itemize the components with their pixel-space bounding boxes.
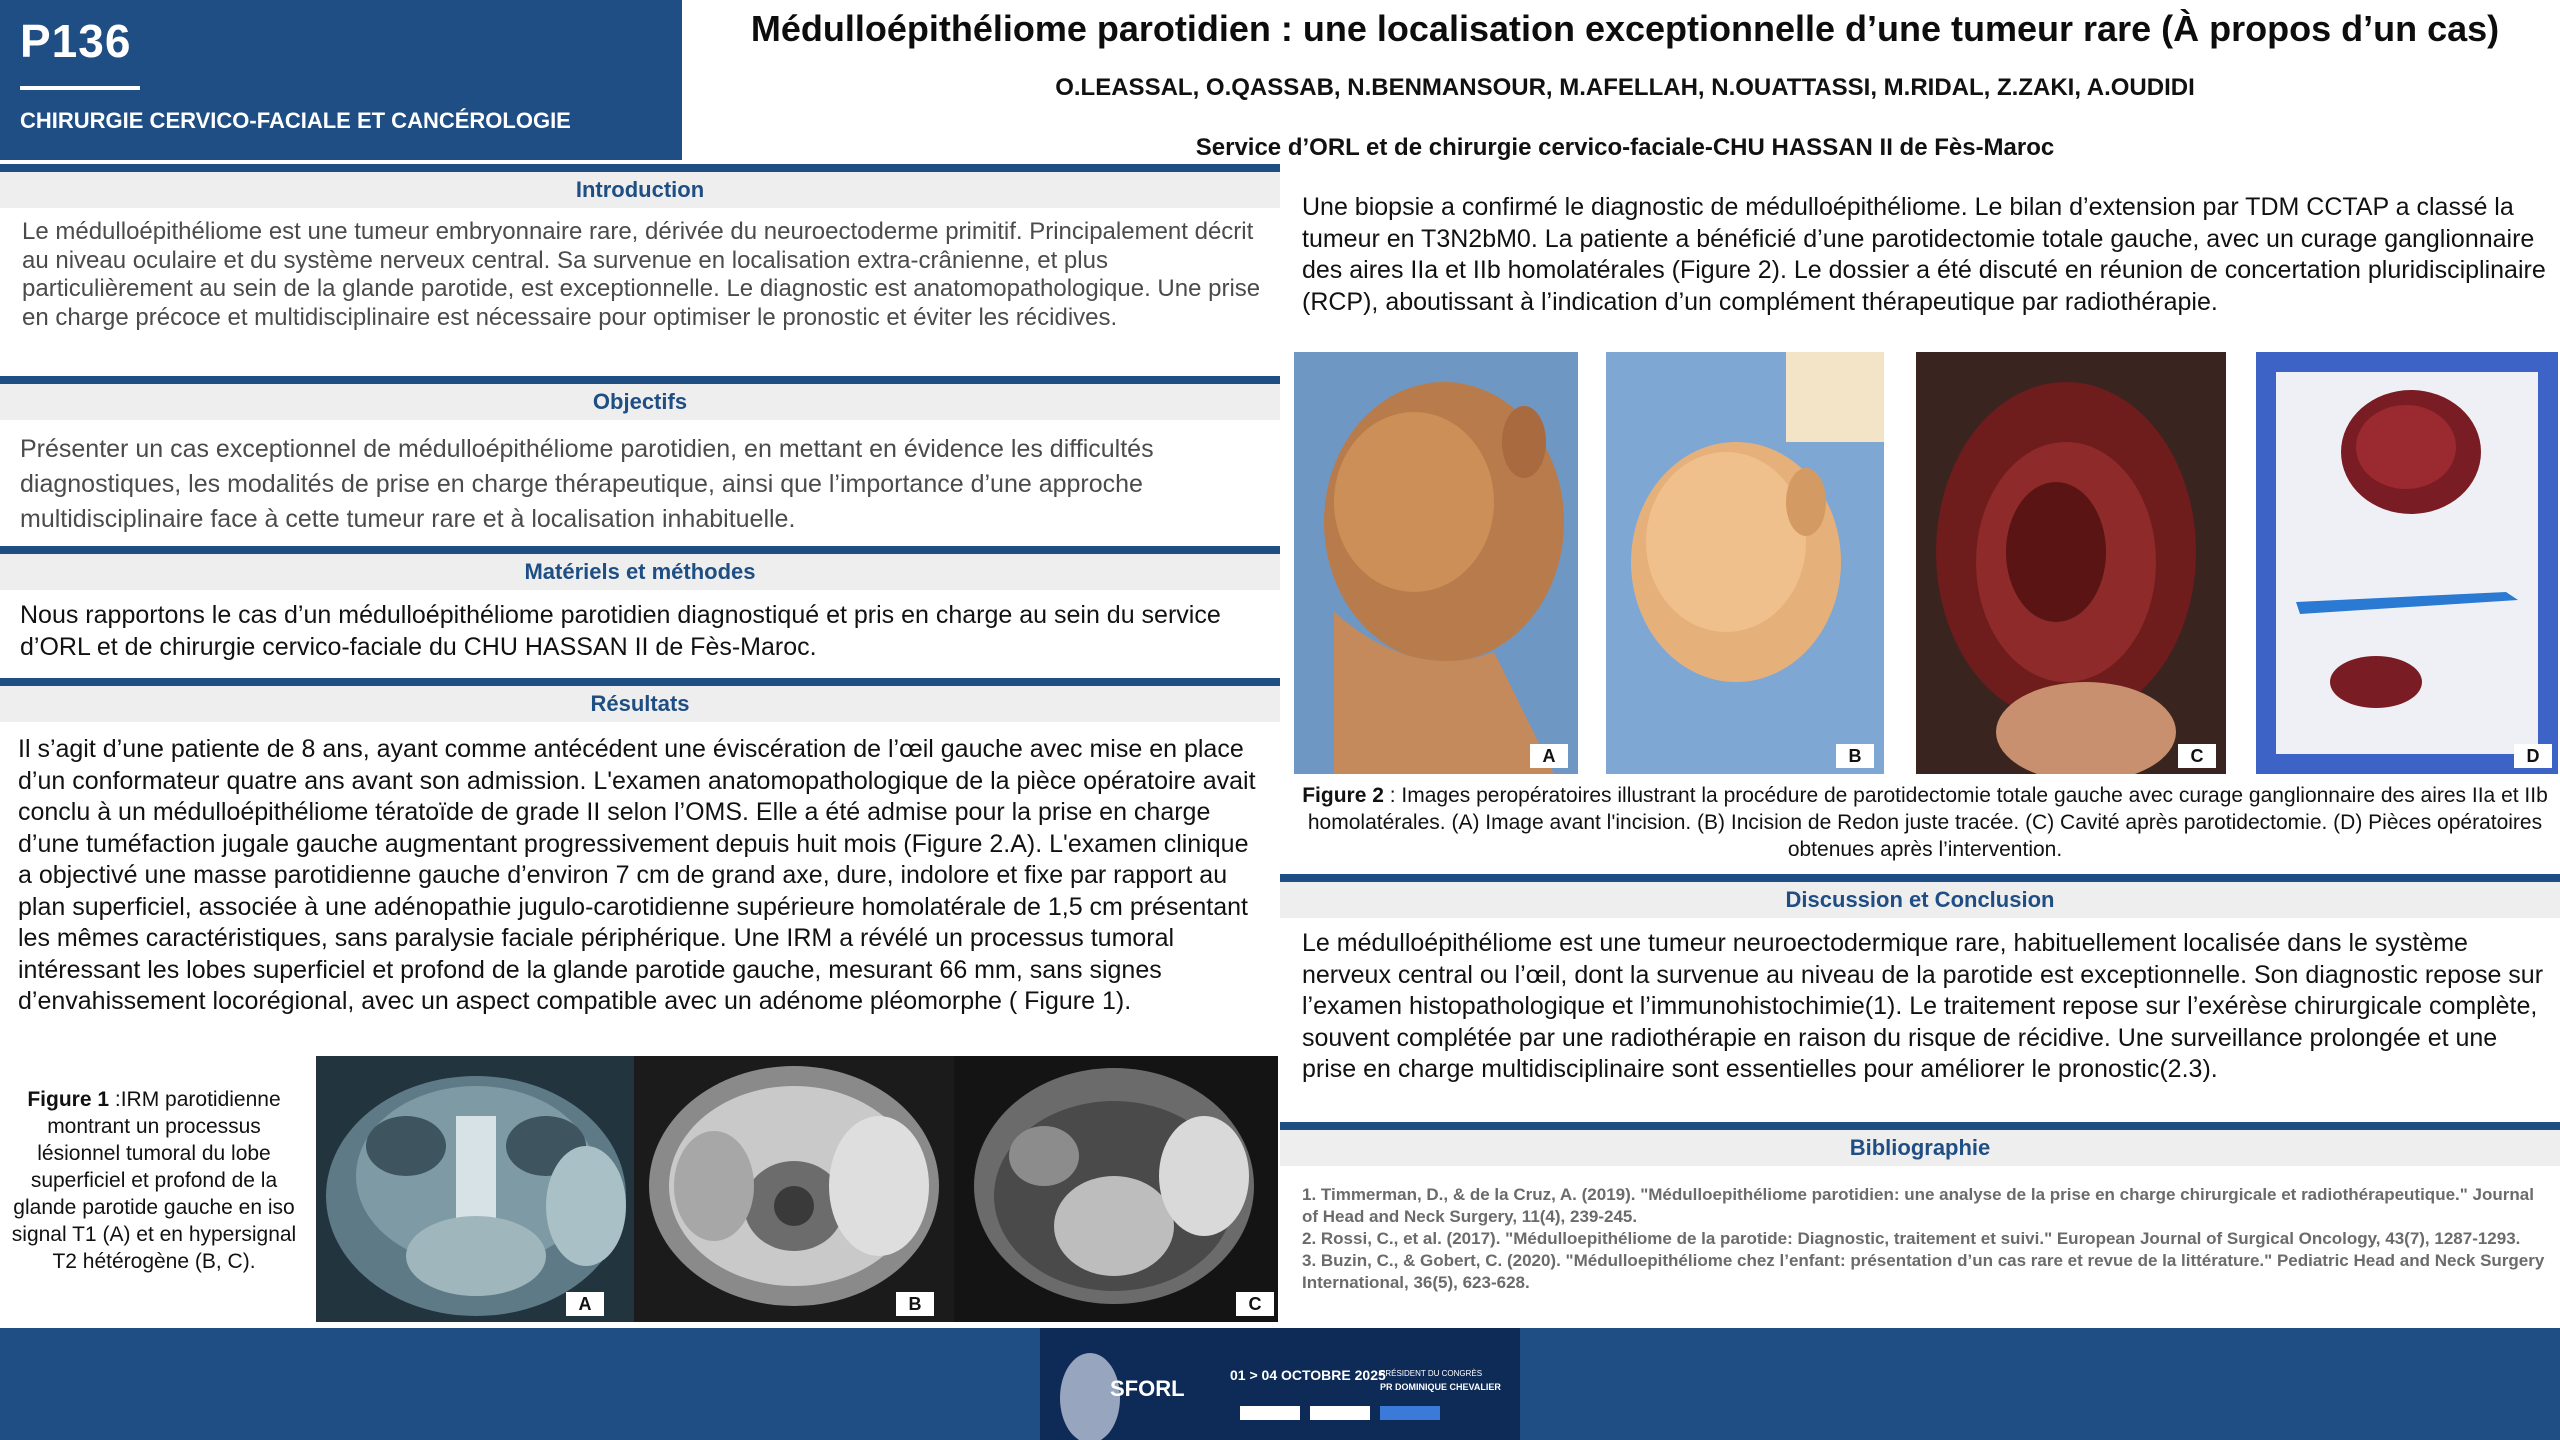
figure2-caption-text: : Images peropératoires illustrant la procédure de parotidectomie totale gauche avec curage ganglionnaire des aires IIa et IIb homolatérales. (A) Image avant l'incision. (B) Incision de Redon juste tracée. (C) Cavité après parotidectomie. (D) Pièces opératoires obtenues après l’intervention.: [1307, 784, 2548, 861]
header-box: [0, 0, 682, 160]
figure2-photo-b: [1606, 352, 1884, 774]
section-header-resultats: [0, 678, 1280, 722]
resultats-text: Il s’agit d’une patiente de 8 ans, ayant comme antécédent une éviscération de l’œil gauche avec mise en place d’un conformateur quatre ans avant son admission. L'examen anatomopathologique de la pièce opératoire avait conclu à un médulloépithéliome tératoïde de grade II selon l’OMS. Elle a été admise pour la prise en charge d’une tuméfaction jugale gauche augmentant progressivement depuis huit mois (Figure 2.A). L'examen clinique a objectivé une masse parotidienne gauche d’environ 7 cm de grand axe, dure, indolore et fixe par rapport au plan superficiel, associée à une adénopathie jugulo-carotidienne supérieure homolatérale de 1,5 cm présentant les mêmes caractéristiques, sans paralysie faciale périphérique. Une IRM a révélé un processus tumoral intéressant les lobes superficiel et profond de la glande parotide gauche, mesurant 66 mm, sans signes d’envahissement locorégional, avec un aspect compatible avec un adénome pléomorphe ( Figure 1).: [18, 735, 1256, 1015]
figure1-panel-c: [954, 1056, 1278, 1322]
banner-president-label: PRÉSIDENT DU CONGRÈS: [1380, 1369, 1483, 1378]
figure1-caption-label: Figure 1: [27, 1088, 110, 1111]
figure1-caption-text: :IRM parotidienne montrant un processus lésionnel tumoral du lobe superficiel et profond de la glande parotide gauche en iso signal T1 (A) et en hypersignal T2 hétérogène (B, C).: [11, 1088, 297, 1273]
section-title: Matériels et méthodes: [524, 559, 756, 584]
panel-label: A: [566, 1292, 604, 1316]
introduction-text: Le médulloépithéliome est une tumeur embryonnaire rare, dérivée du neuroectoderme primitif. Principalement décrit au niveau oculaire et du système nerveux central. Sa survenue en localisation extra-crânienne, et plus particulièrement au sein de la glande parotide, est exceptionnelle. Le diagnostic est anatomopathologique. Une prise en charge précoce et multidisciplinaire est nécessaire pour optimiser le pronostic et éviter les récidives.: [22, 218, 1261, 331]
section-header-introduction: [0, 164, 1280, 208]
poster-id-underline: [20, 86, 140, 90]
section-title: Introduction: [575, 177, 705, 202]
section-title: Bibliographie: [1849, 1135, 1991, 1160]
figure1-panel-a: [316, 1056, 634, 1322]
banner-dates: 01 > 04 OCTOBRE 2025: [1230, 1367, 1386, 1383]
affiliation-line: Service d’ORL et de chirurgie cervico-faciale-CHU HASSAN II de Fès-Maroc: [1195, 134, 2055, 161]
panel-label: A: [1530, 744, 1568, 768]
bibliography-item: 2. Rossi, C., et al. (2017). "Médulloepithéliome de la parotide: Diagnostic, traitement et suivi." European Journal of Surgical Oncology, 43(7), 1287-1293.: [1302, 1229, 2521, 1248]
bibliography-item: 3. Buzin, C., & Gobert, C. (2020). "Médulloepithéliome chez l’enfant: présentation d’un cas rare et revue de la littérature." Pediatric Head and Neck Surgery International, 36(5), 623-628.: [1302, 1251, 2545, 1292]
section-header-objectifs: [0, 376, 1280, 420]
resultats-continuation-text: Une biopsie a confirmé le diagnostic de médulloépithéliome. Le bilan d’extension par TDM CCTAP a classé la tumeur en T3N2bM0. La patiente a bénéficié d’une parotidectomie totale gauche, avec un curage ganglionnaire des aires IIa et IIb homolatérales (Figure 2). Le dossier a été discuté en réunion de concertation pluridisciplinaire (RCP), aboutissant à l’indication d’un complément thérapeutique par radiothérapie.: [1302, 193, 2546, 316]
section-title: Discussion et Conclusion: [1785, 887, 2055, 912]
panel-label: C: [2178, 744, 2216, 768]
panel-label: B: [896, 1292, 934, 1316]
banner-president-name: PR DOMINIQUE CHEVALIER: [1380, 1382, 1501, 1392]
figure2-photo-c: [1916, 352, 2226, 774]
section-header-methodes: [0, 546, 1280, 590]
figure1-panel-b: [634, 1056, 954, 1322]
section-title: Résultats: [590, 691, 690, 716]
figure1-caption: [6, 1086, 302, 1275]
panel-label: D: [2514, 744, 2552, 768]
congress-banner: [1040, 1328, 1520, 1440]
figure2-caption: [1300, 782, 2550, 863]
panel-label: B: [1836, 744, 1874, 768]
poster-id: P136: [20, 15, 132, 67]
discussion-text: Le médulloépithéliome est une tumeur neuroectodermique rare, habituellement localisée dans le système nerveux central ou l’œil, dont la survenue au niveau de la parotide est exceptionnelle. Son diagnostic repose sur l’examen histopathologique et l’immunohistochimie(1). Le traitement repose sur l’exérèse chirurgicale complète, souvent complétée par une radiothérapie en raison du risque de récidive. Une surveillance prolongée et une prise en charge multidisciplinaire sont essentielles pour améliorer le pronostic(2.3).: [1302, 929, 2544, 1083]
poster-title: Médulloépithéliome parotidien : une localisation exceptionnelle d’une tumeur rare (À propos d’un cas): [750, 8, 2500, 49]
figure2-photo-a: [1294, 352, 1578, 774]
section-title: Objectifs: [592, 389, 688, 414]
figure2-photo-d: [2256, 352, 2558, 774]
specialty-label: CHIRURGIE CERVICO-FACIALE ET CANCÉROLOGIE: [20, 108, 571, 133]
objectifs-text: Présenter un cas exceptionnel de médulloépithéliome parotidien, en mettant en évidence les difficultés diagnostiques, les modalités de prise en charge thérapeutique, ainsi que l’importance d’une approche multidisciplinaire face à cette tumeur rare et à localisation inhabituelle.: [20, 435, 1154, 533]
bibliography-list: [1302, 1184, 2552, 1294]
figure2-caption-label: Figure 2: [1302, 784, 1384, 807]
banner-logo: SFORL: [1110, 1376, 1185, 1401]
section-header-bibliographie: [1280, 1122, 2560, 1166]
panel-label: C: [1236, 1292, 1274, 1316]
bibliography-item: 1. Timmerman, D., & de la Cruz, A. (2019). "Médulloepithéliome parotidien: une analyse de la prise en charge chirurgicale et radiothérapeutique." Journal of Head and Neck Surgery, 11(4), 239-245.: [1302, 1185, 2534, 1226]
methodes-text: Nous rapportons le cas d’un médulloépithéliome parotidien diagnostiqué et pris en charge au sein du service d’ORL et de chirurgie cervico-faciale du CHU HASSAN II de Fès-Maroc.: [20, 601, 1221, 661]
authors-line: O.LEASSAL, O.QASSAB, N.BENMANSOUR, M.AFELLAH, N.OUATTASSI, M.RIDAL, Z.ZAKI, A.OUDIDI: [1055, 74, 2195, 101]
footer-bar: [0, 1328, 2560, 1440]
section-header-discussion: [1280, 874, 2560, 918]
